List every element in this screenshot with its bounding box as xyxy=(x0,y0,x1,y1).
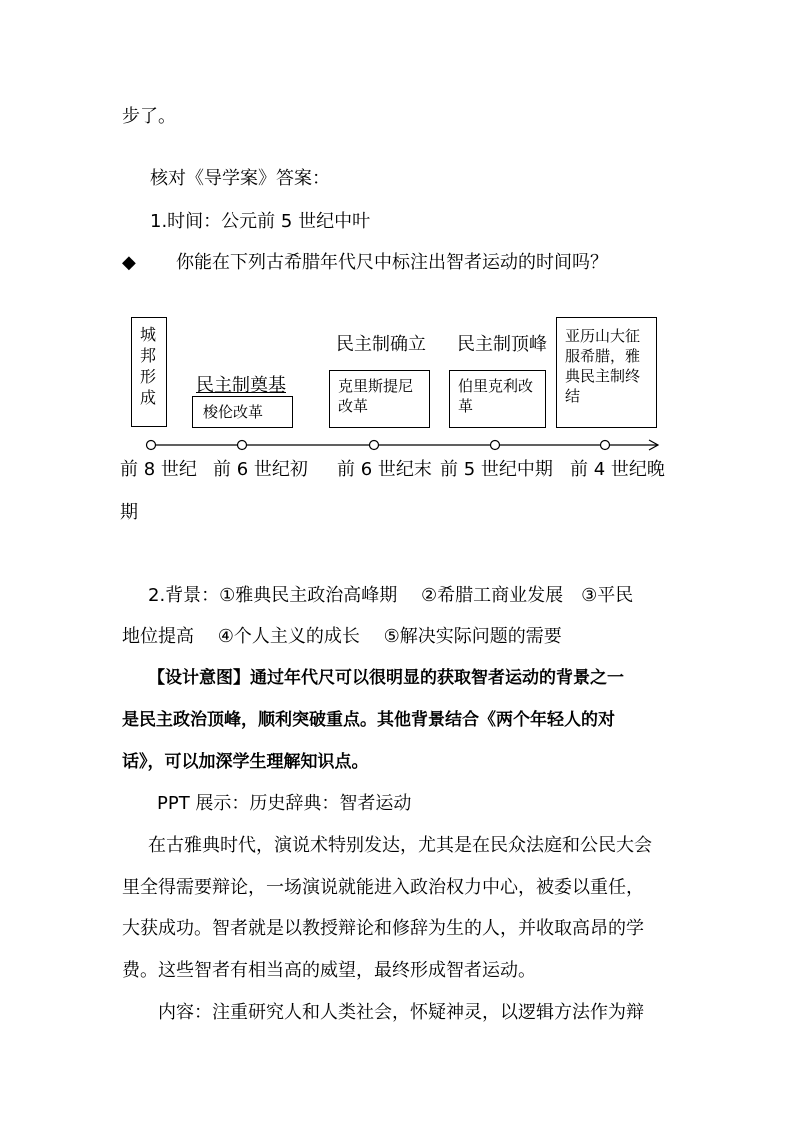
question-text: 你能在下列古希腊年代尺中标注出智者运动的时间吗？ xyxy=(176,252,608,273)
tick-label-8th-century: 前 8 世纪 xyxy=(120,459,197,480)
timeline-point-late-4th-century xyxy=(601,441,610,450)
content-line: 内容：注重研究人和人类社会，怀疑神灵，以逻辑方法作为辩 xyxy=(158,1002,644,1023)
box-solon-reform: 梭伦改革 xyxy=(192,396,293,428)
design-intent-line-2: 是民主政治顶峰，顺利突破重点。其他背景结合《两个年轻人的对 xyxy=(122,710,615,730)
paragraph-line-1: 在古雅典时代，演说术特别发达，尤其是在民众法庭和公民大会 xyxy=(148,835,652,856)
tick-label-overflow: 期 xyxy=(120,502,138,523)
label-democracy-foundation: 民主制奠基 xyxy=(196,375,286,396)
box-pericles-reform: 伯里克利改革 xyxy=(449,370,546,428)
background-line-1: 2.背景：①雅典民主政治高峰期 ②希腊工商业发展 ③平民 xyxy=(148,585,634,606)
timeline-point-early-6th-century xyxy=(238,441,247,450)
box-city-state-formation: 城邦形成 xyxy=(131,317,167,427)
box-alexander-conquest: 亚历山大征服希腊，雅典民主制终结 xyxy=(556,317,657,428)
time-line: 1.时间：公元前 5 世纪中叶 xyxy=(150,211,371,232)
timeline-point-mid-5th-century xyxy=(491,441,500,450)
tick-label-late-6th-century: 前 6 世纪末 xyxy=(337,459,432,480)
background-line-2: 地位提高 ④个人主义的成长 ⑤解决实际问题的需要 xyxy=(122,626,562,647)
check-heading: 核对《导学案》答案： xyxy=(150,168,330,189)
tick-label-mid-5th-century: 前 5 世纪中期 xyxy=(440,459,553,480)
label-democracy-peak: 民主制顶峰 xyxy=(457,334,547,355)
design-intent-line-3: 话》，可以加深学生理解知识点。 xyxy=(122,752,369,772)
tick-label-early-6th-century: 前 6 世纪初 xyxy=(213,459,308,480)
box-cleisthenes-reform: 克里斯提尼改革 xyxy=(329,370,430,428)
label-democracy-established: 民主制确立 xyxy=(336,334,426,355)
paragraph-line-3: 大获成功。智者就是以教授辩论和修辞为生的人，并收取高昂的学 xyxy=(122,918,644,939)
design-intent-line-1: 【设计意图】通过年代尺可以很明显的获取智者运动的背景之一 xyxy=(148,668,624,688)
diamond-bullet-icon: ◆ xyxy=(122,252,136,273)
tick-label-late-4th-century: 前 4 世纪晚 xyxy=(570,459,665,480)
timeline-point-late-6th-century xyxy=(370,441,379,450)
intro-tail-text: 步了。 xyxy=(122,106,176,127)
timeline-point-8th-century xyxy=(147,441,156,450)
ppt-line: PPT 展示：历史辞典：智者运动 xyxy=(157,793,412,814)
timeline-axis xyxy=(140,436,664,454)
paragraph-line-4: 费。这些智者有相当高的威望，最终形成智者运动。 xyxy=(122,960,536,981)
paragraph-line-2: 里全得需要辩论，一场演说就能进入政治权力中心，被委以重任， xyxy=(122,877,644,898)
